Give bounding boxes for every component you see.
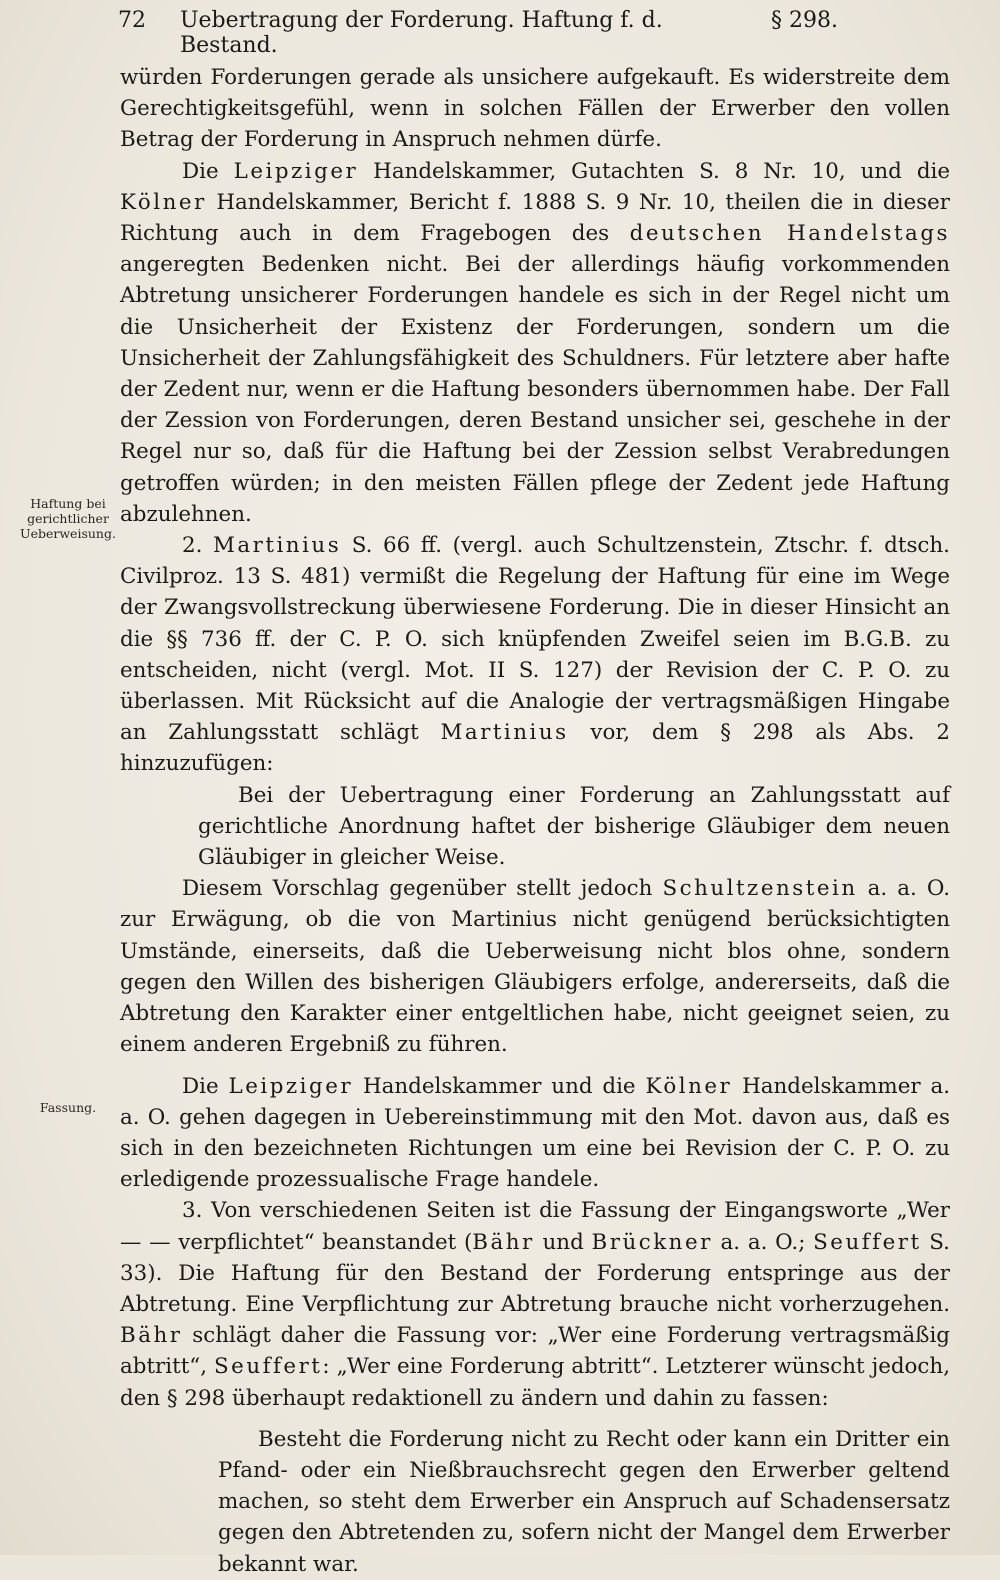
text-run: und	[534, 1229, 592, 1255]
text-run: vor, dem § 298 als Abs. 2 hinzuzufügen:	[120, 720, 950, 777]
text-run: angeregten Bedenken nicht. Bei der allerdings häufig vorkommenden Abtretung unsicherer Forderungen handele es sich in der Regel nicht um die Unsicherheit der Existenz der Forderungen, sondern um die Unsicherheit der Zahlungsfähigkeit des Schuldners. Für letztere aber hafte der Zedent nur, wenn er die Haftung besonders übernommen habe. Der Fall der Zession von Forderungen, deren Bestand unsicher sei, geschehe in der Regel nur so, daß für die Haftung bei der Zession selbst Verabredungen getroffen würden; in den meisten Fällen pflege der Zedent jede Haftung abzulehnen.	[120, 252, 950, 527]
body-text	[120, 62, 950, 1580]
text-run: a. a. O.;	[712, 1229, 814, 1255]
spaced-reference: Leipziger	[228, 1073, 354, 1099]
margin-note-fassung	[18, 1100, 118, 1115]
text-run: S. 66 ff. (vergl. auch Schultzenstein, Ztschr. f. dtsch. Civilproz. 13 S. 481) vermißt die Regelung der Haftung für eine im Wege der Zwangsvollstreckung überwiesene Forderung. Die in dieser Hinsicht an die §§ 736 ff. der C. P. O. sich knüpfenden Zweifel seien im B.G.B. zu entscheiden, nicht (vergl. Mot. II S. 127) der Revision der C. P. O. zu überlassen. Mit Rücksicht auf die Analogie der vertragsmäßigen Hingabe an Zahlungsstatt schlägt	[120, 533, 950, 746]
text-run: Die	[182, 158, 234, 184]
text-run: schlägt daher die Fassung vor: „Wer eine Forderung vertragsmäßig abtritt“,	[120, 1323, 950, 1380]
spaced-reference: Bähr	[120, 1323, 183, 1349]
page-number: 72	[118, 8, 146, 33]
spaced-reference: Brückner	[591, 1229, 713, 1255]
header-title: Uebertragung der Forderung. Haftung f. d. Bestand.	[180, 8, 663, 58]
margin-note-line: Ueberweisung.	[20, 526, 116, 541]
spaced-reference: Leipziger	[233, 158, 359, 184]
spaced-reference: Seuffert	[214, 1354, 323, 1380]
text-run: Handelskammer a. a. O. gehen dagegen in Uebereinstimmung mit den Mot. davon aus, daß es sich in den bezeichneten Richtungen um eine bei Revision der C. P. O. zu erledigende prozessualische Frage handele.	[120, 1073, 950, 1193]
text-run: S. 33). Die Haftung für den Bestand der Forderung entspringe aus der Abtretung. Eine Verpflichtung zur Abtretung brauche nicht vorherzugehen.	[120, 1229, 950, 1317]
paragraph	[120, 1195, 950, 1413]
margin-note-line: Haftung bei	[30, 496, 106, 511]
paragraph	[120, 1071, 950, 1196]
spaced-reference: Martinius	[440, 720, 569, 746]
paragraph	[120, 530, 950, 780]
spaced-reference: Seuffert	[813, 1229, 922, 1255]
paragraph	[120, 156, 950, 530]
margin-note-haftung	[18, 496, 118, 541]
text-run: 2.	[182, 533, 213, 559]
spaced-reference: Kölner	[120, 189, 207, 215]
spaced-reference: Schultzenstein	[662, 876, 858, 902]
spaced-reference: Kölner	[645, 1073, 733, 1099]
text-run: Handelskammer und die	[353, 1073, 646, 1099]
text-run: 3. Von verschiedenen Seiten ist die Fassung der Eingangsworte „Wer — — verpflichtet“ beanstandet (	[120, 1198, 950, 1255]
quoted-proposal: Bei der Uebertragung einer Forderung an Zahlungsstatt auf gerichtliche Anordnung haftet der bisherige Gläubiger dem neuen Gläubiger in gleicher Weise.	[198, 782, 950, 871]
text-run: Die	[182, 1073, 229, 1099]
quoted-proposal: Besteht die Forderung nicht zu Recht oder kann ein Dritter ein Pfand- oder ein Nießbrauchsrecht gegen den Erwerber geltend machen, so steht dem Erwerber ein Anspruch auf Schadensersatz gegen den Abtretenden zu, sofern nicht der Mangel dem Erwerber bekannt war.	[218, 1426, 950, 1577]
text-run: Handelskammer, Gutachten S. 8 Nr. 10, und die	[358, 158, 951, 184]
spaced-reference: Bähr	[472, 1229, 535, 1255]
running-header	[118, 8, 838, 58]
margin-note-line: gerichtlicher	[27, 511, 109, 526]
text-run: Diesem Vorschlag gegenüber stellt jedoch	[182, 876, 663, 902]
paragraph: würden Forderungen gerade als unsichere aufgekauft. Es widerstreite dem Gerechtigkeitsgefühl, wenn in solchen Fällen der Erwerber den vollen Betrag der Forderung in Anspruch nehmen dürfe.	[120, 65, 950, 153]
text-run: Handelskammer, Bericht f. 1888 S. 9 Nr. 10, theilen die in dieser Richtung auch in dem Fragebogen des	[120, 189, 950, 247]
text-run: : „Wer eine Forderung abtritt“. Letzterer wünscht jedoch, den § 298 überhaupt redaktionell zu ändern und dahin zu fassen:	[120, 1354, 950, 1411]
margin-note-line: Fassung.	[39, 1100, 97, 1115]
spaced-reference: deutschen Handelstags	[629, 221, 950, 247]
header-section: § 298.	[771, 8, 838, 33]
text-run: a. a. O. zur Erwägung, ob die von Martinius nicht genügend berücksichtigten Umstände, einerseits, daß die Ueberweisung nicht blos ohne, sondern gegen den Willen des bisherigen Gläubigers erfolge, andererseits, daß die Abtretung den Karakter einer entgeltlichen habe, nicht geeignet seien, zu einem anderen Ergebniß zu führen.	[120, 876, 950, 1058]
paragraph	[120, 873, 950, 1060]
spaced-reference: Martinius	[212, 533, 342, 559]
